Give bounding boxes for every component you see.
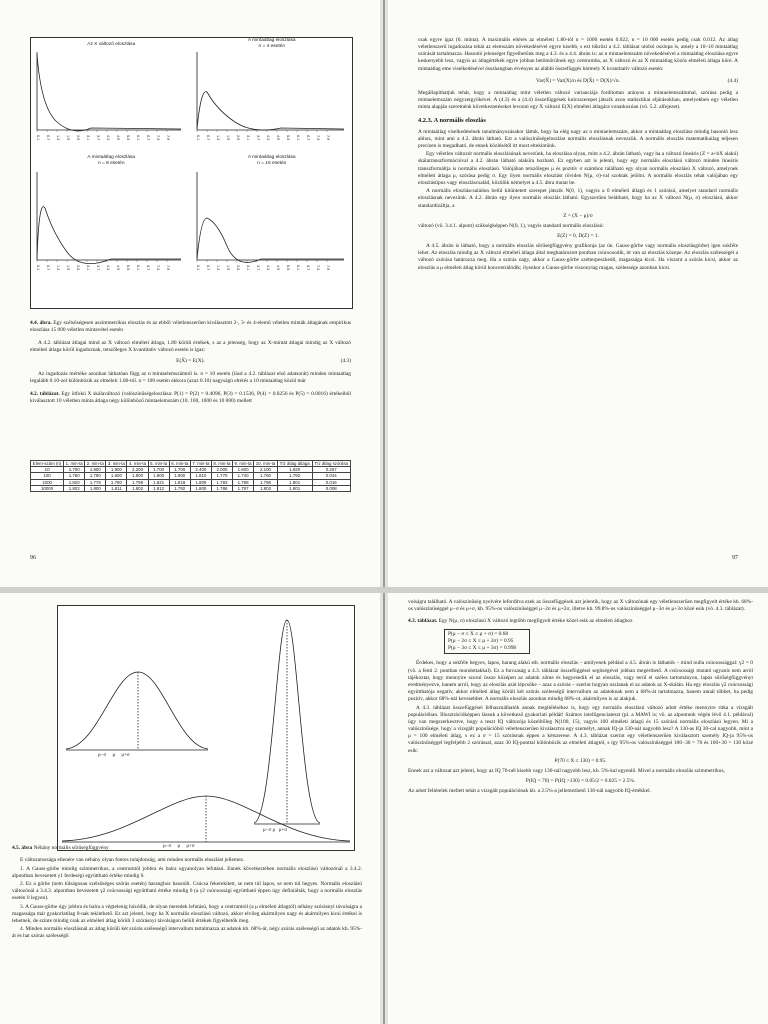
table-cell: 1.802 [127, 485, 148, 491]
axis-tick-label: 7.9 [326, 265, 330, 271]
axis-tick-label: 1.9 [66, 135, 70, 141]
axis-tick-label: 2.5 [236, 135, 240, 141]
page-98 [0, 593, 380, 1024]
curve-mean-n8 [37, 207, 181, 264]
equation-iq-range: P(70 ≤ X ≤ 130) = 0.95. [554, 757, 607, 764]
equation: Var(X̄) = Var(X)/n és D(X̄) = D(X)/√n. [536, 77, 620, 84]
table-cell: 1.801 [277, 479, 312, 485]
table-cell: 0.008 [312, 485, 350, 491]
axis-tick-label: 7.3 [156, 135, 160, 141]
table-cell: 1.600 [106, 473, 127, 479]
table-cell: 100 [31, 473, 64, 479]
page96-text-top [30, 320, 351, 407]
axis-tick-label: 6.7 [146, 265, 150, 271]
table-header-cell: 5. min-ta [148, 461, 169, 467]
table-cell: 1.790 [106, 479, 127, 485]
table-4-2 [30, 460, 351, 492]
table-cell: 1.792 [169, 485, 190, 491]
axis-tick-label: 0.1 [196, 265, 200, 271]
equation-standard-normal: E(Z) = 0, D(Z) = 1. [557, 232, 599, 239]
axis-tick-label: 0.7 [46, 265, 50, 271]
axis-tick-label: 3.7 [256, 265, 260, 271]
equation: E(X̄) = E(X). [176, 357, 205, 364]
paragraph: változó (vö. 3.4.1. alpont) szükségképpen N(0, 1), vagyis standard normális eloszlású: [418, 222, 604, 229]
table-cell: 2.000 [211, 467, 232, 473]
figure-4-5 [57, 605, 355, 851]
paragraph: Az ingadozás mértéke azonban láthatóan függ az n mintaelemszámtól is. n = 10 esetén (lásd a 4.2. táblázat első adatsorát) minden mintaátlag legalább 0.10-zel különbözik az elméleti 1.80-tól. n = 100 esetén ekkora (azaz 0.10) nagyságú eltérés a 10 mintaátlag közül már [30, 370, 351, 384]
paragraph: Egy véletlen változót normális eloszlásúnak nevezünk, ha eloszlása olyan, mint a 4.2. ábrán látható, vagy ha a változó lineáris (Z = a+bX alakú) skálatranszformációval a 4.2. ábrán látható alakúra hozható. Ez egyben azt is jelenti, hogy egy normális eloszlású változó minden lineáris transzformáltja is normális eloszlású. Valójában tetszőleges μ és pozitív σ számhoz található egy olyan normális eloszlású X változó, amelynek elméleti átlaga μ, szórása pedig σ. Egy ilyen normális eloszlást röviden N(μ, σ)-val szoktak jelölni. A normális eloszlás tehát valójában egy eloszlástípus vagy eloszláscsalád, közülük némelyet a 4.5. ábra mutat be. [418, 151, 738, 186]
axis-tick-label: 3.7 [256, 135, 260, 141]
table-header-cell: 1. min-ta [64, 461, 85, 467]
equation-standardize: Z = (X − μ)/σ [563, 212, 593, 219]
axis-tick-label: 4.9 [116, 265, 120, 271]
page-99 [388, 593, 768, 1024]
table-cell: 1.796 [254, 479, 278, 485]
paragraph: A 4.2. táblázat átlagai mind az X változó elméleti átlaga, 1.80 körüli értékek, s az a jelenség, hogy az X-mintát átlagai mindig az X változó elméleti átlaga körül ingadoznak, tetszőleges X kvantitatív változó esetén is igaz: [30, 340, 351, 354]
axis-tick-label: 5.5 [126, 265, 130, 271]
table-row [31, 485, 351, 491]
table-cell: 1.792 [277, 473, 312, 479]
table-cell: 1.900 [106, 467, 127, 473]
axis-tick-label: 7.3 [316, 265, 320, 271]
panel-title: A mintaátlag eloszlása n = 16 esetén [247, 155, 296, 166]
page-96 [0, 0, 380, 587]
axis-tick-label: 4.3 [106, 265, 110, 271]
table-cell: 2.100 [254, 467, 278, 473]
figure-4-4 [30, 37, 353, 309]
axis-tick-label: 4.3 [106, 135, 110, 141]
equation-number: (4.3) [340, 357, 351, 364]
table-cell: 1.900 [169, 473, 190, 479]
table-caption: Egy N(μ, σ) eloszlású X változó legtöbb megfigyelt értéke közel esik az elméleti átlaghoz [437, 618, 633, 625]
axis-tick-label: 1.9 [66, 265, 70, 271]
axis-tick-label: 0.7 [206, 265, 210, 271]
table-cell: 10000 [31, 485, 64, 491]
table-header-cell: 3. min-ta [106, 461, 127, 467]
axis-tick-label: 6.7 [146, 135, 150, 141]
axis-tick-label: 3.1 [246, 135, 250, 141]
table-cell: 1.770 [211, 473, 232, 479]
axis-tick-label: 1.3 [216, 135, 220, 141]
paragraph: A 4.5. ábrán is látható, hogy a normális eloszlás sűrűségfüggvény grafikonja (az ún. Gauss-görbe vagy normális eloszlásgörbe) igen sokféle lehet. Az eloszlás mindig az X változó elméleti átlaga által meghatározott pontban csúcsosodik, itt van az eloszlás közepe. Az eloszlás szélességét a változó szórása határozza meg. Ha a szórás nagy, akkor a Gauss-görbe szétterpeszkedő, magassága kicsi. Ha viszont a szórás kicsi, akkor az eloszlás a μ elméleti átlag körül koncentrálódik; ilyenkor a Gauss-görbe viszonylag magas, szélessége azonban kicsi. [418, 243, 738, 271]
axis-tick-label: 6.1 [296, 265, 300, 271]
table-header-cell: 2. min-ta [85, 461, 106, 467]
axis-tick-label: 3.1 [246, 265, 250, 271]
axis-tick-label: 3.7 [96, 135, 100, 141]
probability-row: P(μ − 2σ ≤ X ≤ μ + 2σ) = 0.95 [448, 638, 514, 645]
caption-label: 4.4. ábra. [30, 320, 52, 326]
caption-text: Néhány normális sűrűségfüggvény [32, 845, 109, 851]
curve-mean-n4 [197, 92, 344, 130]
panel-title: A mintaátlag eloszlása n = 8 esetén [87, 155, 136, 166]
axis-tick-label: 7.9 [326, 135, 330, 141]
table-header-cell: Elem-szám (n) [31, 461, 64, 467]
axis-tick-label: 6.1 [136, 135, 140, 141]
axis-tick-label: 0.7 [206, 135, 210, 141]
tick-labels [36, 135, 330, 270]
table-cell: 1.810 [190, 473, 211, 479]
table-cell: 1.780 [85, 473, 106, 479]
axis-tick-label: 1.9 [226, 265, 230, 271]
table-cell: 1.700 [169, 467, 190, 473]
caption-text: Egy szélsőségesen aszimmetrikus eloszlás és az ebből véletlenszerűen kiválasztott 2-, 3- és 4-elemű véletlen minták átlagának empirikus eloszlása 15 000 véletlen mintavétel esetén [30, 320, 351, 334]
table-label: 4.2. táblázat. [30, 391, 60, 398]
axis-tick-label: 3.7 [96, 265, 100, 271]
table-cell: 1.803 [254, 485, 278, 491]
axis-tick-label: 7.9 [166, 135, 170, 141]
axis-tick-label: 1.9 [226, 135, 230, 141]
table-cell: 0.257 [312, 467, 350, 473]
curve-labels-narrow: μ−σ μ μ+σ [263, 828, 288, 833]
axis-tick-label: 7.3 [156, 265, 160, 271]
table-cell: 1.820 [64, 479, 85, 485]
table-caption: Egy ötfokú X skálaváltozó (valószínűségeloszlása: P(1) = P(2) = 0.4096, P(3) = 0.1536, P(4) = 0.0256 és P(5) = 0.0016) értékeiből kiválasztott 10 véletlen minta átlaga négy különböző mintaelemszám (10, 100, 1000 és 10 000) mellett [30, 391, 351, 405]
paragraph: E változatossága ellenére van néhány olyan fontos tulajdonság, ami minden normális eloszlást jellemez. [20, 857, 245, 864]
table-cell: 1.920 [277, 467, 312, 473]
axis-tick-label: 5.5 [286, 265, 290, 271]
curve-labels-wide: μ−σ μ μ+σ [98, 753, 130, 758]
table-cell: 0.016 [312, 479, 350, 485]
table-cell: 1.900 [85, 467, 106, 473]
table-cell: 1.812 [148, 485, 169, 491]
table-cell: 1.778 [85, 479, 106, 485]
page-number: 97 [732, 555, 738, 561]
panel-title: Az X változó eloszlása [87, 42, 136, 47]
axis-tick-label: 6.1 [136, 265, 140, 271]
axis-tick-label: 1.3 [56, 265, 60, 271]
table-cell: 1.740 [233, 473, 254, 479]
axis-tick-label: 3.1 [86, 135, 90, 141]
axis-tick-label: 5.5 [126, 135, 130, 141]
table-cell: 1.800 [127, 473, 148, 479]
section-heading: 4.2.3. A normális eloszlás [418, 117, 486, 125]
table-cell: 1000 [31, 479, 64, 485]
table-cell: 1.900 [148, 473, 169, 479]
table-header-cell: 10. min-ta [254, 461, 278, 467]
table-cell: 1.700 [64, 467, 85, 473]
axis-tick-label: 6.7 [306, 265, 310, 271]
table-cell: 1.799 [127, 479, 148, 485]
table-cell: 1.821 [148, 479, 169, 485]
table-cell: 0.044 [312, 473, 350, 479]
table-header-cell: 6. min-ta [169, 461, 190, 467]
page97-text [418, 37, 738, 273]
table-cell: 1.811 [106, 485, 127, 491]
table-cell: 1.797 [233, 485, 254, 491]
axis-tick-label: 0.1 [36, 265, 40, 271]
table-cell: 1.809 [190, 479, 211, 485]
paragraph: Ennek azt a változat azt jelenti, hogy az IQ 70-nél kisebb vagy 130-nál nagyobb lesz, kb. 5%-kal egyenlő. Mivel a normális eloszlás szimmetrikus, [408, 767, 725, 774]
table-header-cell: 9. min-ta [233, 461, 254, 467]
table-cell: 1.802 [64, 485, 85, 491]
axis-tick-label: 0.1 [36, 135, 40, 141]
equation-4-3 [30, 358, 351, 365]
paragraph: Megállapíthatjuk tehát, hogy a mintaátlag mint véletlen változó varianciája fordítottan arányos a mintaelemszámmal, szórása pedig a mintaelemszám négyzetgyökével. A (4.3) és a (4.4) összefüggések kulcsszerepet játszik azon statisztikai eljárásokban, amelyekben egy véletlen minta alapján szeretnénk következtetéseket levonni egy X változó E(X) elméleti átlagára vonatkozóan (vö. 5.2. alfejezet). [418, 89, 738, 111]
paragraph: A 4.3. táblázat összefüggései felhasználhatók annak megítéléséhez is, hogy egy normális eloszlású változó adott értéke mennyire ritka a vizsgált populációban. Illusztrációképpen lássuk a következő gyakorlati példát! Számos intelligenciateszt (pl. a MAWI is; vö. az alpontunk végén lévő 4.1. példával) úgy van megszerkesztve, hogy a teszt IQ változója közelítőleg N(100, 15), vagyis 100 elméleti átlagú és 15 szórású normális eloszlású legyen. Mi a valószínűsége, hogy a vizsgált populációból véletlenszerűen kiválasztva egy személyt, annak IQ-ja 130-nál nagyobb lesz? A 130-as IQ 30-cal nagyobb, mint a μ = 100 elméleti átlag, s ez a σ = 15 szórásnak éppen a kétszerese. A 4.3. táblázat szerint egy véletlenszerűen kiválasztott személy IQ-ja 95%-os valószínűséggel legfeljebb 2 szórással, azaz 30 IQ-ponttal különbözik az elméleti átlagtól, s így 95%-os valószínűséggel 100−30 = 70 és 100+30 = 130 közé esik: [408, 704, 753, 754]
axis-tick-label: 2.5 [76, 265, 80, 271]
table-cell: 2.200 [127, 467, 148, 473]
table-cell: 1.818 [169, 479, 190, 485]
probability-row: P(μ − σ ≤ X ≤ μ + σ) = 0.68 [448, 631, 509, 638]
table-header-cell: 7. min-ta [190, 461, 211, 467]
paragraph: 4. Minden normális eloszlásnál az átlag körüli két szórás szélességű intervallum tartalmazza az adatok kb. 68%-át, négy szórás szélességű az adatok kb. 95%-át és hat szórás szélességű [12, 926, 362, 940]
table-header-cell: 4. min-ta [127, 461, 148, 467]
equation-number: (4.4) [727, 77, 738, 84]
book-gutter [380, 0, 388, 1024]
axis-tick-label: 4.9 [276, 265, 280, 271]
axis-tick-label: 2.5 [236, 265, 240, 271]
tick-marks [37, 130, 327, 262]
table-cell: 1.798 [233, 479, 254, 485]
table-cell: 1.800 [85, 485, 106, 491]
table-header-cell: Tíz átlag szórása [312, 461, 350, 467]
paragraph: Érdekes, hogy a sokféle hegyes, lapos, harang alakú stb. normális eloszlás – amilyenek például a 4.5. ábrán is láthatók – mind nulla csúcsossággal: γ2 = 0 (vö. a fenti 2. pontban mondottakkal). Ez a furcsaság a 4.3. táblázat összefüggései segítségével jobban megérthető. A csúcsossági mutató ugyanis nem arról tájékoztat, hogy mennyire szorul össze középen az adatok zöme és hegyesedik el az eloszlás, vagy terül el széles tartományon, lapos sűrűségfüggvényt eredményezve, hanem arról, hogy az eloszlás azát lépcsőke – azaz a szórás – szerint hogyan oszlanak el az adatok az X-skálán. Ha egy eloszlás γ2 csúcsossági együtthatója negatív, akkor elméleti átlag körüli két szórás szélességű intervallum az adatoknak nem a 68%-át tartalmazza, hanem annál többet, ha pedig pozitív, akkor 68%-nál kevesebbet. A normális eloszlás azonban mindig 68%-ot, akármilyen is az alakjuk. [408, 660, 753, 703]
paragraph: A normális eloszláscsaládon belül kitüntetett szerepet játszik N(0, 1), vagyis a 0 elméleti átlagú és 1 szórású, amelyet standard normális eloszlásnak nevezünk. A 4.2. ábrán egy ilyen normális eloszlás látható. Egyszerűen belátható, hogy ha az X változó N(μ, σ) eloszlású, akkor standardizáltja, a [418, 188, 738, 209]
curve-x-distribution [37, 54, 181, 131]
paragraph: A mintaátlag viselkedésének tanulmányozásakor láttuk, hogy ha elég nagy az n mintaelemszám, akkor a mintaátlag eloszlása mindig hasonló lesz ahhoz, mint ami a 4.2. ábrán látható. Ezt a valószínűségeloszlást normális eloszlásnak nevezzük. A normális eloszlás matematikailag teljesen precízen is megadható, de ennek közlésétől itt most eltekintünk. [418, 128, 738, 149]
probability-row: P(μ − 3σ ≤ X ≤ μ + 3σ) = 0.998 [448, 645, 517, 652]
table-cell: 1.801 [277, 485, 312, 491]
axis-tick-label: 0.1 [196, 135, 200, 141]
axis-tick-label: 2.5 [76, 135, 80, 141]
table-cell: 10 [31, 467, 64, 473]
page98-text [12, 845, 362, 942]
table-cell: 1.700 [148, 467, 169, 473]
axis-tick-label: 4.3 [266, 265, 270, 271]
table-4-3 [444, 629, 530, 654]
equation-4-4 [418, 78, 738, 85]
axis-tick-label: 0.7 [46, 135, 50, 141]
axis-tick-label: 6.1 [296, 135, 300, 141]
equation-iq-tails: P(IQ < 70) = P(IQ >130) = 0.05/2 = 0.025 = 2.5%. [525, 778, 636, 784]
axis-tick-label: 4.9 [116, 135, 120, 141]
paragraph: 1. A Gauss-görbe mindig szimmetrikus, a centrumtól jobbra és balra ugyanolyan lefutású. Ennek következtében normális eloszlású változónál a 3.4.2. alpontban bevezetett γ1 ferdeségi együttható értéke mindig 0. [12, 865, 362, 879]
table-cell: 2.400 [190, 467, 211, 473]
normal-curves [58, 606, 354, 850]
paragraph: 3. A Gauss-görbe úgy jobbra és balra a végtelenig húzódik, de olyan meredek lefutású, hogy a centrumtól (a μ elméleti átlagtól) néhány szórásnyi távolságra a magassága már gyakorlatilag 0-nak tekinthető. Ez azt jelenti, hogy ha X normális eloszlású változó, akkor elvileg akármilyen nagy és akármilyen kicsi értékei is lehetnek, de szinte mindig csak az elméleti átlag körüli 3 szórásnyi távolságon belüli értékek figyelhetők meg. [12, 903, 362, 924]
table-cell: 1.600 [233, 467, 254, 473]
paragraph: 2. Ez a görbe (nem túlságosan szélsőséges szórás esetén) haranghoz hasonlít. Csúcsa fekerekített, se nem túl lapos, se nem túl hegyes. Normális eloszlású változónál a 3.4.3. alpontban bevezetett γ2 csúcsossági együttható értéke mindig 0 (a γ2 csúcsossági együttható éppen úgy definiálták, hogy a normális eloszlás esetén 0 legyen). [12, 881, 362, 902]
table-cell: 1.800 [190, 485, 211, 491]
panel-title: A mintaátlag eloszlása n = 4 esetén [247, 38, 296, 49]
axis-tick-label: 4.3 [266, 135, 270, 141]
axis-tick-label: 5.5 [286, 135, 290, 141]
axis-tick-label: 7.9 [166, 265, 170, 271]
page99-text [408, 599, 753, 797]
paragraph: Az adott feltételek mellett tehát a vizsgált populációnak kb. a 2.5%-a jellemezhető 130-nál nagyobb IQ-értékkel. [408, 788, 651, 795]
curve-labels-flat: μ−σ μ μ+σ [163, 844, 195, 849]
caption-label: 4.5. ábra [12, 845, 33, 851]
distribution-plots [31, 38, 352, 308]
table-cell: 1.760 [254, 473, 278, 479]
axis-tick-label: 4.9 [276, 135, 280, 141]
paragraph: csak egyre igaz (6. minta). A maximális eltérés az elméleti 1.80-tól n = 1000 esetén 0.022, n = 10 000 esetén pedig csak 0.012. Az átlag véletlenszerű ingadozása tehát az elemszám növekedésével egyre kisebb, s ezt tükrözi a 4.2. táblázat utolsó oszlopa is, amely a 10–10 mintaátlag szórását tartalmazza. Hasonló jelenséget figyelhetünk meg a 4.3. és a 4.4. ábrán is: az n mintaelemszám növekedésével a mintaátlag eloszlása egyre keskenyebb lesz, vagyis az átlagértékek egyre jobban betömörülnek egy centrumba, az X változó és az X mintaátlag közös elméleti átlaga köré. A mintaátlag eme viselkedésével összhangban érvényes az alábbi összefüggés bármely X kvantitatív változó esetén: [418, 37, 738, 72]
table-cell: 1.783 [211, 479, 232, 485]
paragraph: volságra található. A valószínűség nyelvére lefordítva ezek az összefüggések azt jelentik, hogy az X változónak egy véletlenszerűen megfigyelt értéke kb. 68%-os valószínűséggel μ−σ és μ+σ, kb. 95%-os valószínűséggel μ−2σ és μ+2σ, illetve kb. 99.8%-os valószínűséggel μ−3σ és μ+3σ közé esik (vö. 4.3. táblázat). [408, 599, 753, 613]
page-97 [388, 0, 768, 587]
page-number: 96 [30, 555, 36, 561]
table-header-cell: Tíz átlag átlaga [277, 461, 312, 467]
curve-wide [66, 672, 208, 749]
table-cell: 1.786 [211, 485, 232, 491]
axis-tick-label: 1.3 [216, 265, 220, 271]
curve-mean-n16 [197, 218, 344, 262]
axis-tick-label: 1.3 [56, 135, 60, 141]
axis-tick-label: 3.1 [86, 265, 90, 271]
table-header-cell: 8. min-ta [211, 461, 232, 467]
axis-tick-label: 7.3 [316, 135, 320, 141]
table-label: 4.3. táblázat. [408, 618, 438, 625]
axis-tick-label: 6.7 [306, 135, 310, 141]
table-cell: 1.760 [64, 473, 85, 479]
